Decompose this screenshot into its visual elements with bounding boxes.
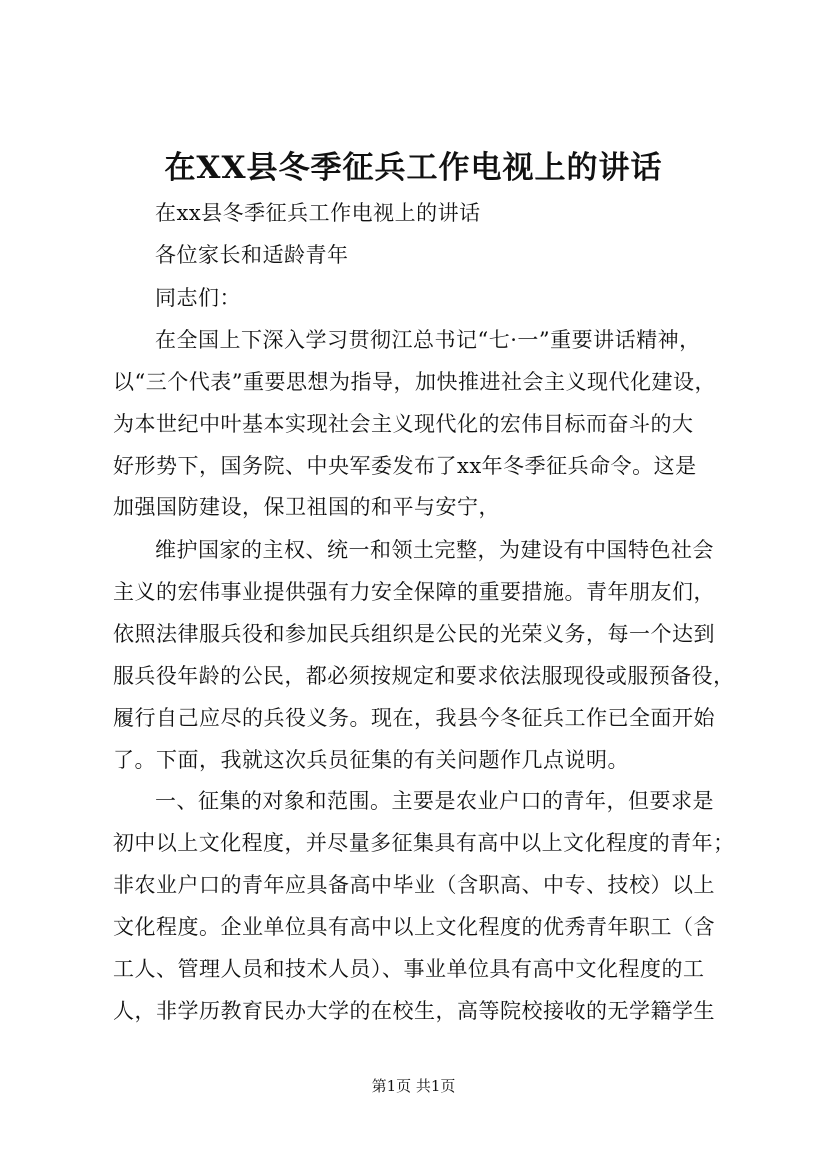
text-line: 初中以上文化程度，并尽量多征集具有高中以上文化程度的青年； [113, 831, 735, 855]
text-line: 各位家长和适龄青年 [155, 243, 349, 267]
text-line: 加强国防建设，保卫祖国的和平与安宁， [113, 495, 500, 519]
text-line: 一、征集的对象和范围。主要是农业户口的青年，但要求是 [155, 789, 714, 813]
text-line: 主义的宏伟事业提供强有力安全保障的重要措施。青年朋友们， [113, 580, 715, 604]
text-line: 好形势下，国务院、中央军委发布了xx年冬季征兵命令。这是 [113, 454, 697, 478]
text-line: 维护国家的主权、统一和领土完整，为建设有中国特色社会 [155, 538, 714, 562]
text-line: 同志们： [155, 286, 241, 310]
text-line: 依照法律服兵役和参加民兵组织是公民的光荣义务，每一个达到 [113, 622, 715, 646]
text-line: 服兵役年龄的公民，都必须按规定和要求依法服现役或服预备役， [113, 664, 735, 688]
page-footer: 第1页 共1页 [371, 1077, 456, 1095]
text-line: 为本世纪中叶基本实现社会主义现代化的宏伟目标而奋斗的大 [113, 412, 694, 436]
text-line: 履行自己应尽的兵役义务。现在，我县今冬征兵工作已全面开始 [113, 706, 715, 730]
text-line: 了。下面，我就这次兵员征集的有关问题作几点说明。 [113, 748, 629, 772]
text-line: 在xx县冬季征兵工作电视上的讲话 [155, 201, 481, 225]
document-title: 在XX县冬季征兵工作电视上的讲话 [164, 150, 663, 186]
text-line: 以“三个代表”重要思想为指导，加快推进社会主义现代化建设， [113, 370, 716, 394]
text-line: 人，非学历教育民办大学的在校生，高等院校接收的无学籍学生 [113, 999, 715, 1023]
text-line: 在全国上下深入学习贯彻江总书记“七·一”重要讲话精神， [155, 328, 701, 352]
text-line: 工人、管理人员和技术人员）、事业单位具有高中文化程度的工 [113, 957, 705, 981]
text-line: 文化程度。企业单位具有高中以上文化程度的优秀青年职工（含 [113, 915, 715, 939]
text-line: 非农业户口的青年应具备高中毕业（含职高、中专、技校）以上 [113, 873, 715, 897]
